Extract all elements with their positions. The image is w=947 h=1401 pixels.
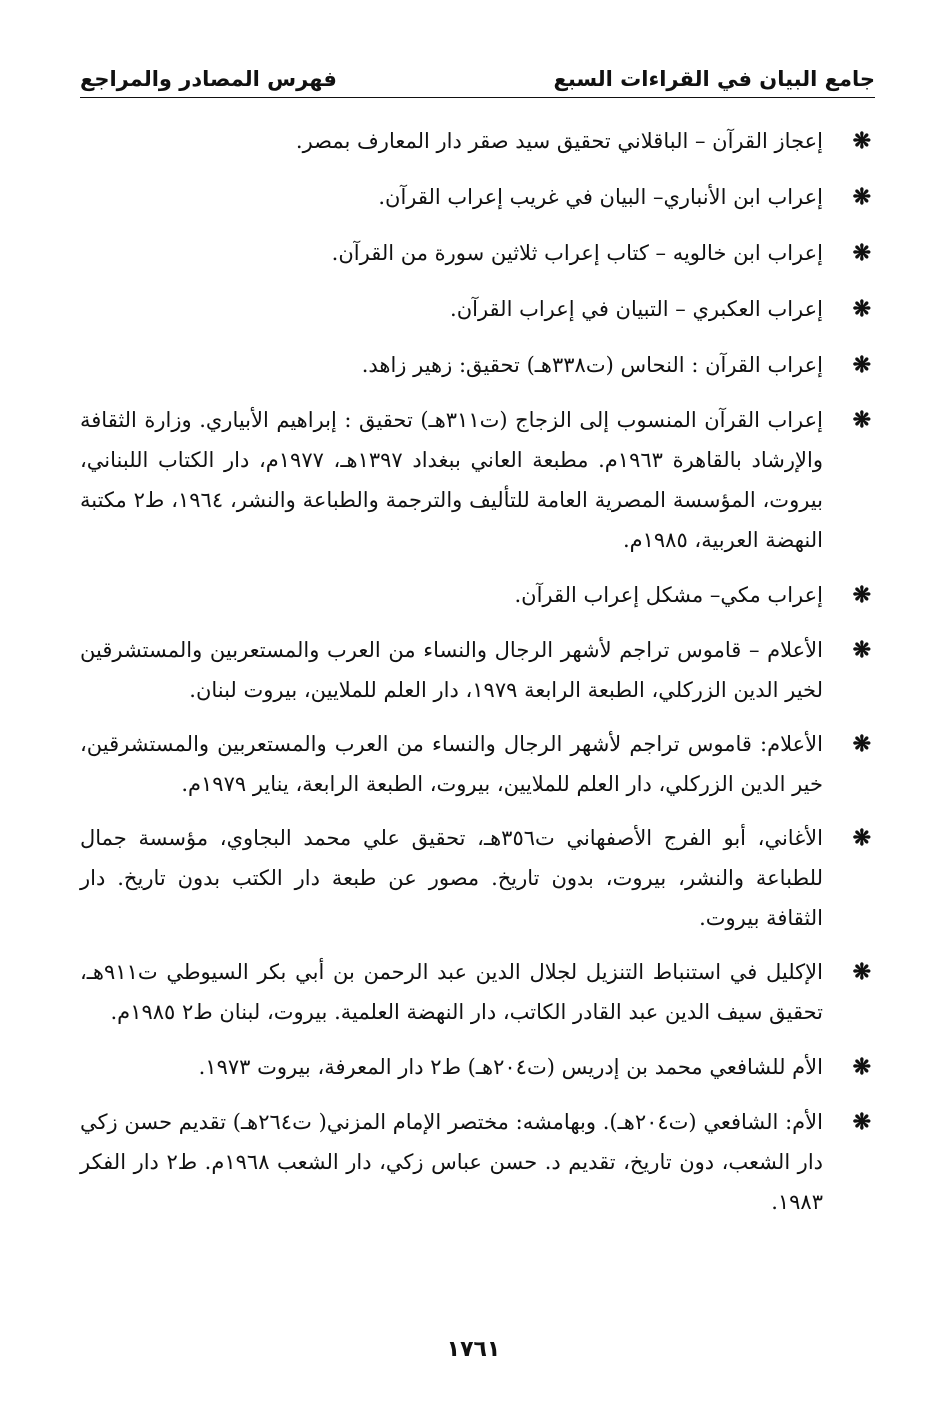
asterisk-bullet-icon: ❋ xyxy=(852,240,871,266)
asterisk-bullet-icon: ❋ xyxy=(852,296,871,322)
entry-text: الأعلام – قاموس تراجم لأشهر الرجال والنساء من العرب والمستعربين والمستشرقين لخير الدين الزركلي، الطبعة الرابعة ١٩٧٩، دار العلم للملايين، بيروت لبنان. xyxy=(80,638,823,702)
entry-text: إعراب ابن الأنباري– البيان في غريب إعراب القرآن. xyxy=(378,185,823,209)
bibliography-entry xyxy=(80,1046,875,1088)
bibliography-entry xyxy=(80,574,875,616)
asterisk-bullet-icon: ❋ xyxy=(852,352,871,378)
bibliography-entry xyxy=(80,400,875,560)
asterisk-bullet-icon: ❋ xyxy=(852,184,871,210)
bibliography-entry xyxy=(80,1102,875,1222)
bibliography-entry xyxy=(80,952,875,1032)
asterisk-bullet-icon: ❋ xyxy=(852,407,871,433)
bibliography-entry xyxy=(80,344,875,386)
bibliography-entry xyxy=(80,818,875,938)
entry-text: إعراب العكبري – التبيان في إعراب القرآن. xyxy=(450,297,823,321)
asterisk-bullet-icon: ❋ xyxy=(852,1109,871,1135)
entry-text: إعراب ابن خالويه – كتاب إعراب ثلاثين سورة من القرآن. xyxy=(331,241,823,265)
asterisk-bullet-icon: ❋ xyxy=(852,1054,871,1080)
asterisk-bullet-icon: ❋ xyxy=(852,128,871,154)
entry-text: الأغاني، أبو الفرج الأصفهاني ت٣٥٦هـ، تحقيق علي محمد البجاوي، مؤسسة جمال للطباعة والنشر، بيروت، بدون تاريخ. مصور عن طبعة دار الكتب بدون تاريخ. دار الثقافة بيروت. xyxy=(80,826,823,930)
header-rule xyxy=(80,97,875,98)
section-title: فهرس المصادر والمراجع xyxy=(80,67,337,91)
entry-text: الأم: الشافعي (ت٢٠٤هـ). وبهامشه: مختصر الإمام المزني( ت٢٦٤هـ) تقديم حسن زكي دار الشعب، دون تاريخ، تقديم د. حسن عباس زكي، دار الشعب ١٩٦٨م. ط٢ دار الفكر ١٩٨٣. xyxy=(80,1110,824,1214)
asterisk-bullet-icon: ❋ xyxy=(852,637,871,663)
entry-text: الأعلام: قاموس تراجم لأشهر الرجال والنساء من العرب والمستعربين والمستشرقين، خير الدين الزركلي، دار العلم للملايين، بيروت، الطبعة الرابعة، يناير ١٩٧٩م. xyxy=(80,732,823,796)
page-number: ١٧٦١ xyxy=(446,1337,501,1362)
bibliography-entry xyxy=(80,120,875,162)
bibliography-entry xyxy=(80,724,875,804)
entry-text: إعراب القرآن المنسوب إلى الزجاج (ت٣١١هـ) تحقيق : إبراهيم الأبياري. وزارة الثقافة والإرشاد بالقاهرة ١٩٦٣م. مطبعة العاني ببغداد ١٣٩٧هـ، ١٩٧٧م، دار الكتاب اللبناني، بيروت، المؤسسة المصرية العامة للتأليف والترجمة والطباعة والنشر، ١٩٦٤، ط٢ مكتبة النهضة العربية، ١٩٨٥م. xyxy=(80,408,823,552)
book-title: جامع البيان في القراءات السبع xyxy=(553,67,875,91)
entry-text: الأم للشافعي محمد بن إدريس (ت٢٠٤هـ) ط٢ دار المعرفة، بيروت ١٩٧٣. xyxy=(198,1055,823,1079)
bibliography-entry xyxy=(80,232,875,274)
bibliography-entry xyxy=(80,630,875,710)
bibliography-entry xyxy=(80,288,875,330)
bibliography-list xyxy=(80,120,875,1335)
asterisk-bullet-icon: ❋ xyxy=(852,959,871,985)
entry-text: إعجاز القرآن – الباقلاني تحقيق سيد صقر دار المعارف بمصر. xyxy=(295,129,823,153)
asterisk-bullet-icon: ❋ xyxy=(852,731,871,757)
running-header xyxy=(80,62,875,96)
asterisk-bullet-icon: ❋ xyxy=(852,825,871,851)
entry-text: إعراب مكي– مشكل إعراب القرآن. xyxy=(514,583,823,607)
asterisk-bullet-icon: ❋ xyxy=(852,582,871,608)
entry-text: الإكليل في استنباط التنزيل لجلال الدين عبد الرحمن بن أبي بكر السيوطي ت٩١١هـ، تحقيق سيف الدين عبد القادر الكاتب، دار النهضة العلمية. بيروت، لبنان ط٢ ١٩٨٥م. xyxy=(80,960,823,1024)
bibliography-entry xyxy=(80,176,875,218)
entry-text: إعراب القرآن : النحاس (ت٣٣٨هـ) تحقيق: زهير زاهد. xyxy=(361,353,823,377)
